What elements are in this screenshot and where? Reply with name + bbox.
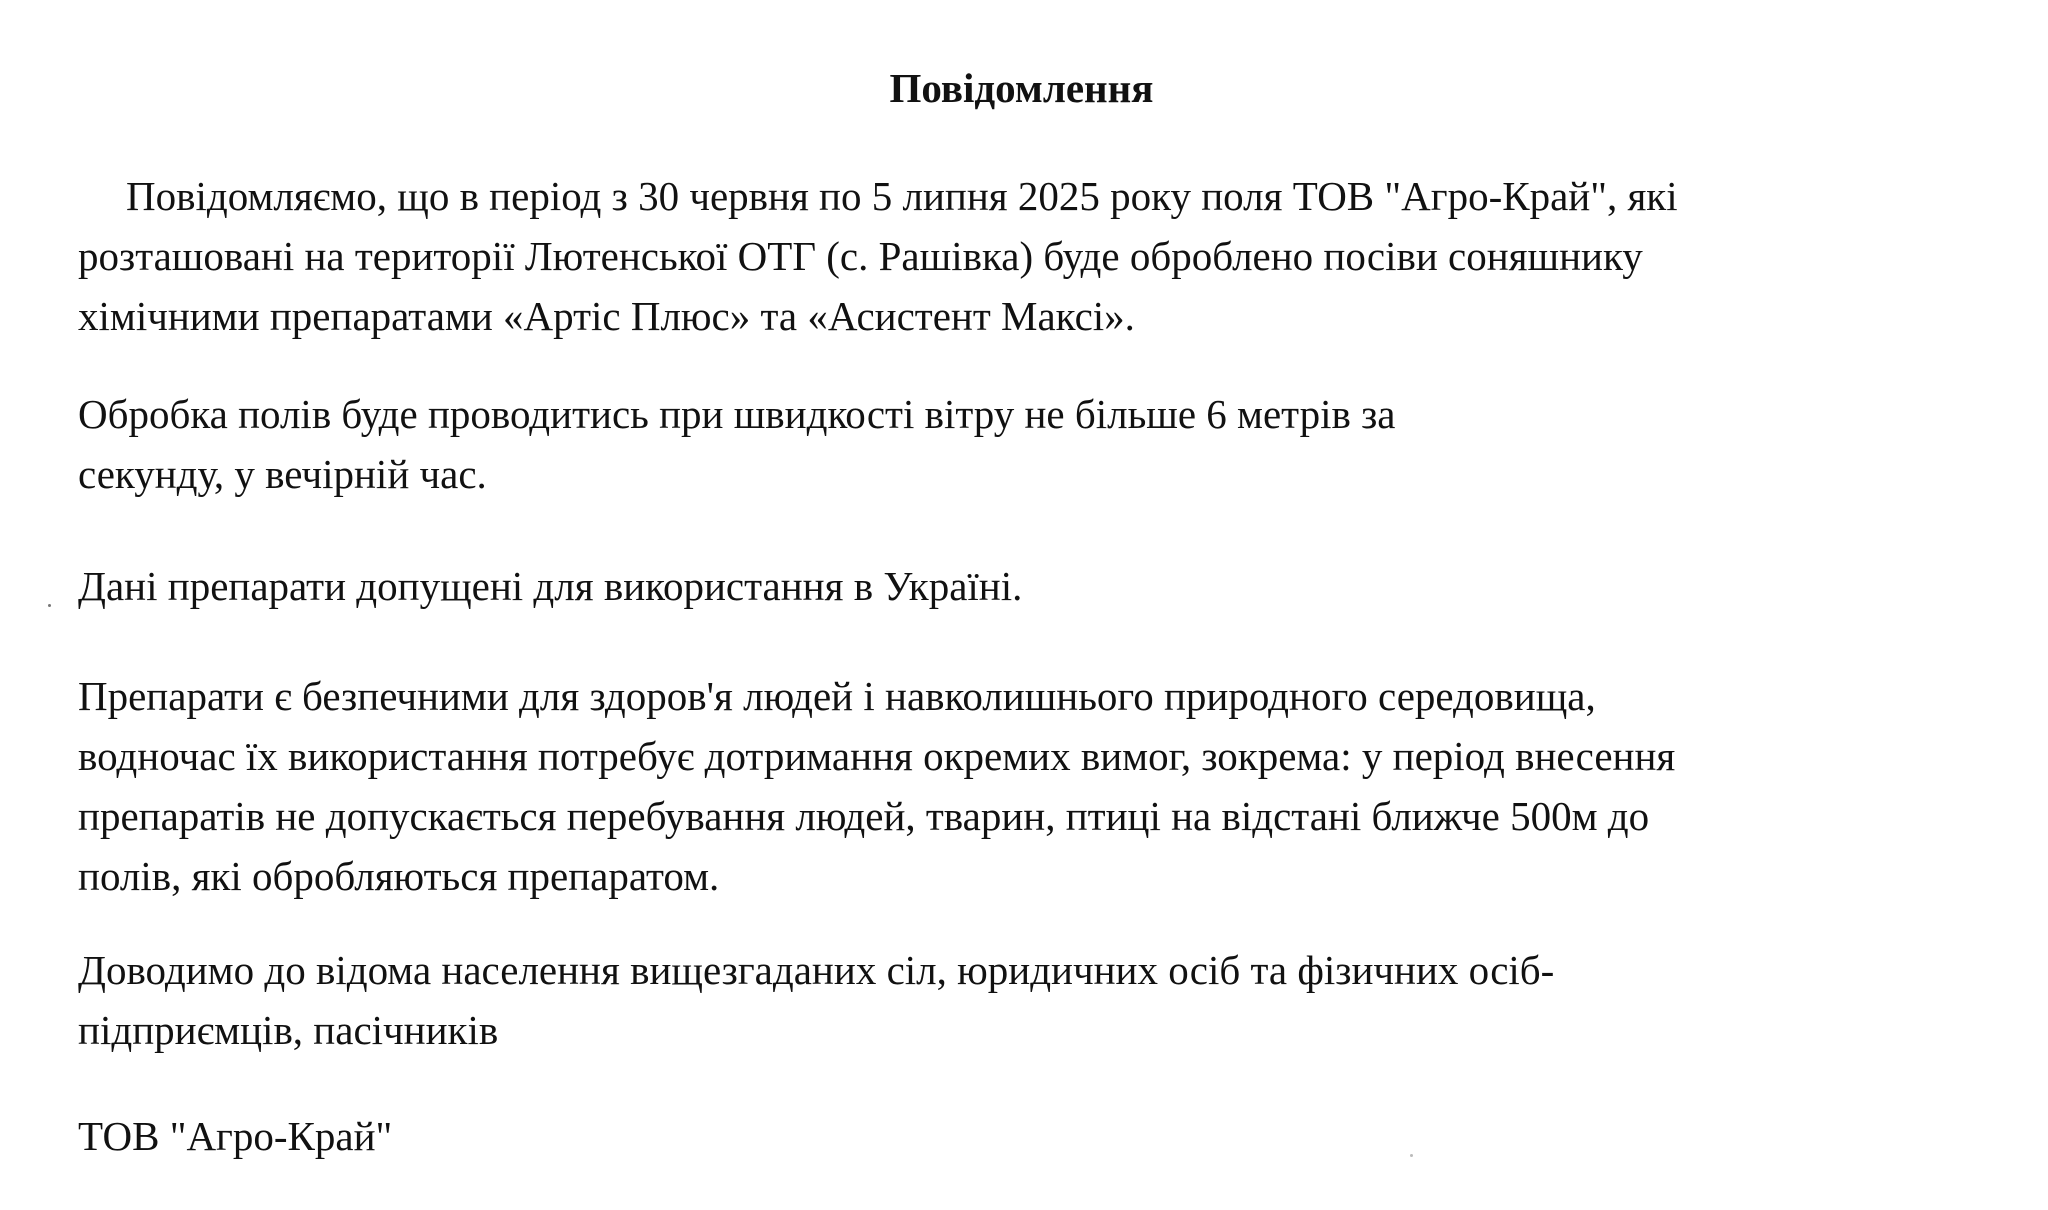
paragraph-line: Повідомляємо, що в період з 30 червня по 5 липня 2025 року поля ТОВ "Агро-Край", які: [126, 173, 1678, 219]
paragraph-line: полів, які обробляються препаратом.: [78, 853, 720, 899]
paragraph-notice: [78, 166, 1678, 346]
paragraph-safety: [78, 666, 1675, 906]
scan-speck: [48, 604, 51, 607]
scan-speck: [1410, 1154, 1413, 1157]
paragraph-approval: [78, 556, 1022, 616]
signature: ТОВ "Агро-Край": [78, 1113, 393, 1159]
paragraph-line: розташовані на території Лютенської ОТГ (с. Рашівка) буде оброблено посіви соняшнику: [78, 233, 1643, 279]
paragraph-line: Дані препарати допущені для використання в Україні.: [78, 563, 1023, 609]
paragraph-line: Препарати є безпечними для здоров'я людей і навколишнього природного середовища,: [78, 673, 1596, 719]
paragraph-line: хімічними препаратами «Артіс Плюс» та «Асистент Максі».: [78, 293, 1135, 339]
paragraph-line: Доводимо до відома населення вищезгаданих сіл, юридичних осіб та фізичних осіб-: [78, 947, 1555, 993]
paragraph-announcement: [78, 940, 1554, 1060]
document-title: Повідомлення: [889, 65, 1154, 111]
paragraph-wind-conditions: [78, 384, 1396, 504]
paragraph-line: Обробка полів буде проводитись при швидкості вітру не більше 6 метрів за: [78, 391, 1396, 437]
paragraph-line: водночас їх використання потребує дотримання окремих вимог, зокрема: у період внесення: [78, 733, 1676, 779]
paragraph-line: препаратів не допускається перебування людей, тварин, птиці на відстані ближче 500м до: [78, 793, 1650, 839]
paragraph-line: секунду, у вечірній час.: [78, 451, 487, 497]
paragraph-line: підприємців, пасічників: [78, 1007, 499, 1053]
